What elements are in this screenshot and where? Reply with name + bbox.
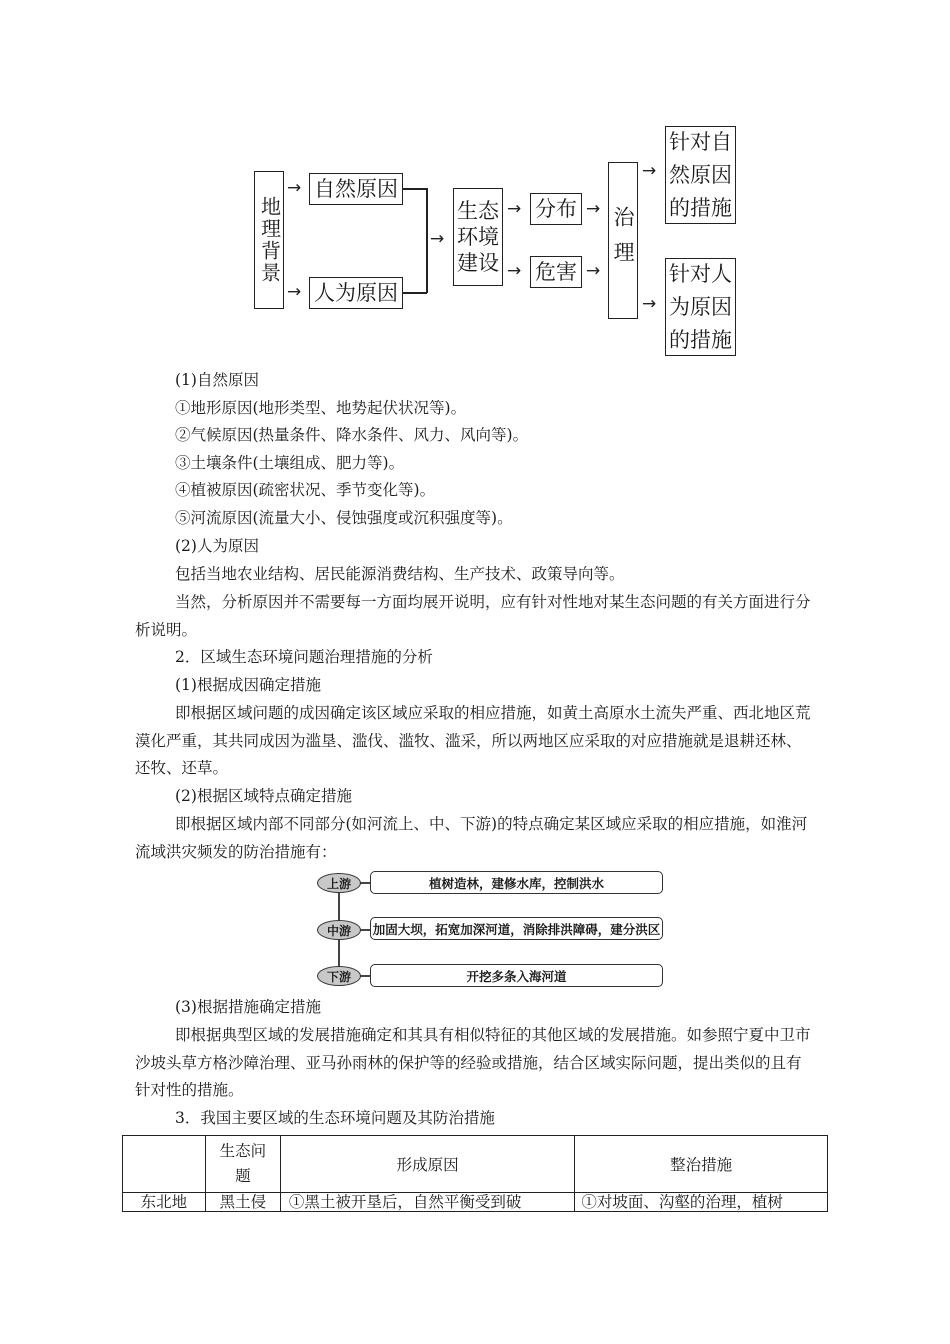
eco-construction-box: 生态环境建设 (453, 188, 503, 286)
connector-line (360, 929, 370, 931)
table-cell: ①对坡面、沟壑的治理，植树 (575, 1193, 828, 1212)
arrow-icon: → (507, 261, 522, 281)
distribution-box: 分布 (530, 193, 582, 225)
natural-item-1: ①地形原因(地形类型、地势起伏状况等)。 (175, 399, 467, 417)
geo-background-box: 地理背景 (254, 171, 284, 309)
arrow-icon: → (287, 282, 302, 302)
natural-cause-heading: (1)自然原因 (175, 371, 259, 389)
governance-box: 治理 (608, 162, 638, 319)
human-measures-box: 针对人为原因的措施 (665, 258, 736, 356)
arrow-icon: → (586, 199, 601, 219)
harm-box: 危害 (530, 256, 582, 288)
natural-measures-box: 针对自然原因的措施 (665, 126, 736, 224)
section-2-1-heading: (1)根据成因确定措施 (175, 676, 321, 694)
note-paragraph: 当然，分析原因并不需要每一方面均展开说明，应有针对性地对某生态问题的有关方面进行分析说明。 (135, 593, 811, 639)
section-2-heading: 2．区域生态环境问题治理措施的分析 (175, 648, 433, 666)
middle-reach-measure: 加固大坝，拓宽加深河道，消除排洪障碍，建分洪区 (370, 917, 663, 940)
upper-reach-label: 上游 (317, 873, 361, 893)
natural-item-3: ③土壤条件(土壤组成、肥力等)。 (175, 454, 405, 472)
arrow-icon: → (287, 178, 302, 198)
table-header-cell: 形成原因 (280, 1136, 575, 1193)
connector-line (360, 975, 370, 977)
human-cause-text: 包括当地农业结构、居民能源消费结构、生产技术、政策导向等。 (175, 565, 625, 583)
connector-line (403, 188, 427, 190)
table-row (123, 1193, 828, 1212)
table-header-cell: 生态问题 (205, 1136, 280, 1193)
table-cell: 东北地 (123, 1193, 206, 1212)
section-3-heading: 3．我国主要区域的生态环境问题及其防治措施 (175, 1109, 495, 1127)
natural-item-4: ④植被原因(疏密状况、季节变化等)。 (175, 481, 436, 499)
arrow-icon: → (586, 261, 601, 281)
eco-problems-table (122, 1135, 828, 1212)
middle-reach-label: 中游 (317, 920, 361, 940)
lower-reach-measure: 开挖多条入海河道 (370, 964, 663, 987)
table-cell: ①黑土被开垦后，自然平衡受到破 (280, 1193, 575, 1212)
section-2-2-heading: (2)根据区域特点确定措施 (175, 787, 352, 805)
table-cell: 黑土侵 (205, 1193, 280, 1212)
human-cause-box: 人为原因 (309, 277, 403, 309)
section-2-3-text: 即根据典型区域的发展措施确定和其具有相似特征的其他区域的发展措施。如参照宁夏中卫市沙坡头草方格沙障治理、亚马孙雨林的保护等的经验或措施，结合区域实际问题，提出类似的且有针对性的措施。 (135, 1026, 811, 1100)
section-2-3-heading: (3)根据措施确定措施 (175, 998, 321, 1016)
natural-item-5: ⑤河流原因(流量大小、侵蚀强度或沉积强度等)。 (175, 509, 513, 527)
table-header-cell: 整治措施 (575, 1136, 828, 1193)
upper-reach-measure: 植树造林，建修水库，控制洪水 (370, 871, 663, 894)
lower-reach-label: 下游 (317, 966, 361, 986)
natural-item-2: ②气候原因(热量条件、降水条件、风力、风向等)。 (175, 426, 529, 444)
section-2-2-text: 即根据区域内部不同部分(如河流上、中、下游)的特点确定某区域应采取的相应措施，如淮河流域洪灾频发的防治措施有： (135, 815, 808, 861)
connector-line (403, 292, 427, 294)
table-header-row (123, 1136, 828, 1193)
arrow-icon: → (507, 199, 522, 219)
natural-cause-box: 自然原因 (309, 173, 403, 205)
human-cause-heading: (2)人为原因 (175, 537, 259, 555)
arrow-icon: → (642, 161, 657, 181)
table-header-cell (123, 1136, 206, 1193)
arrow-icon: → (642, 294, 657, 314)
connector-line (426, 188, 428, 293)
arrow-icon: → (430, 229, 445, 249)
connector-line (360, 882, 370, 884)
section-2-1-text: 即根据区域问题的成因确定该区域应采取的相应措施，如黄土高原水土流失严重、西北地区荒漠化严重，其共同成因为滥垦、滥伐、滥牧、滥采，所以两地区应采取的对应措施就是退耕还林、还牧、还草。 (135, 704, 811, 778)
